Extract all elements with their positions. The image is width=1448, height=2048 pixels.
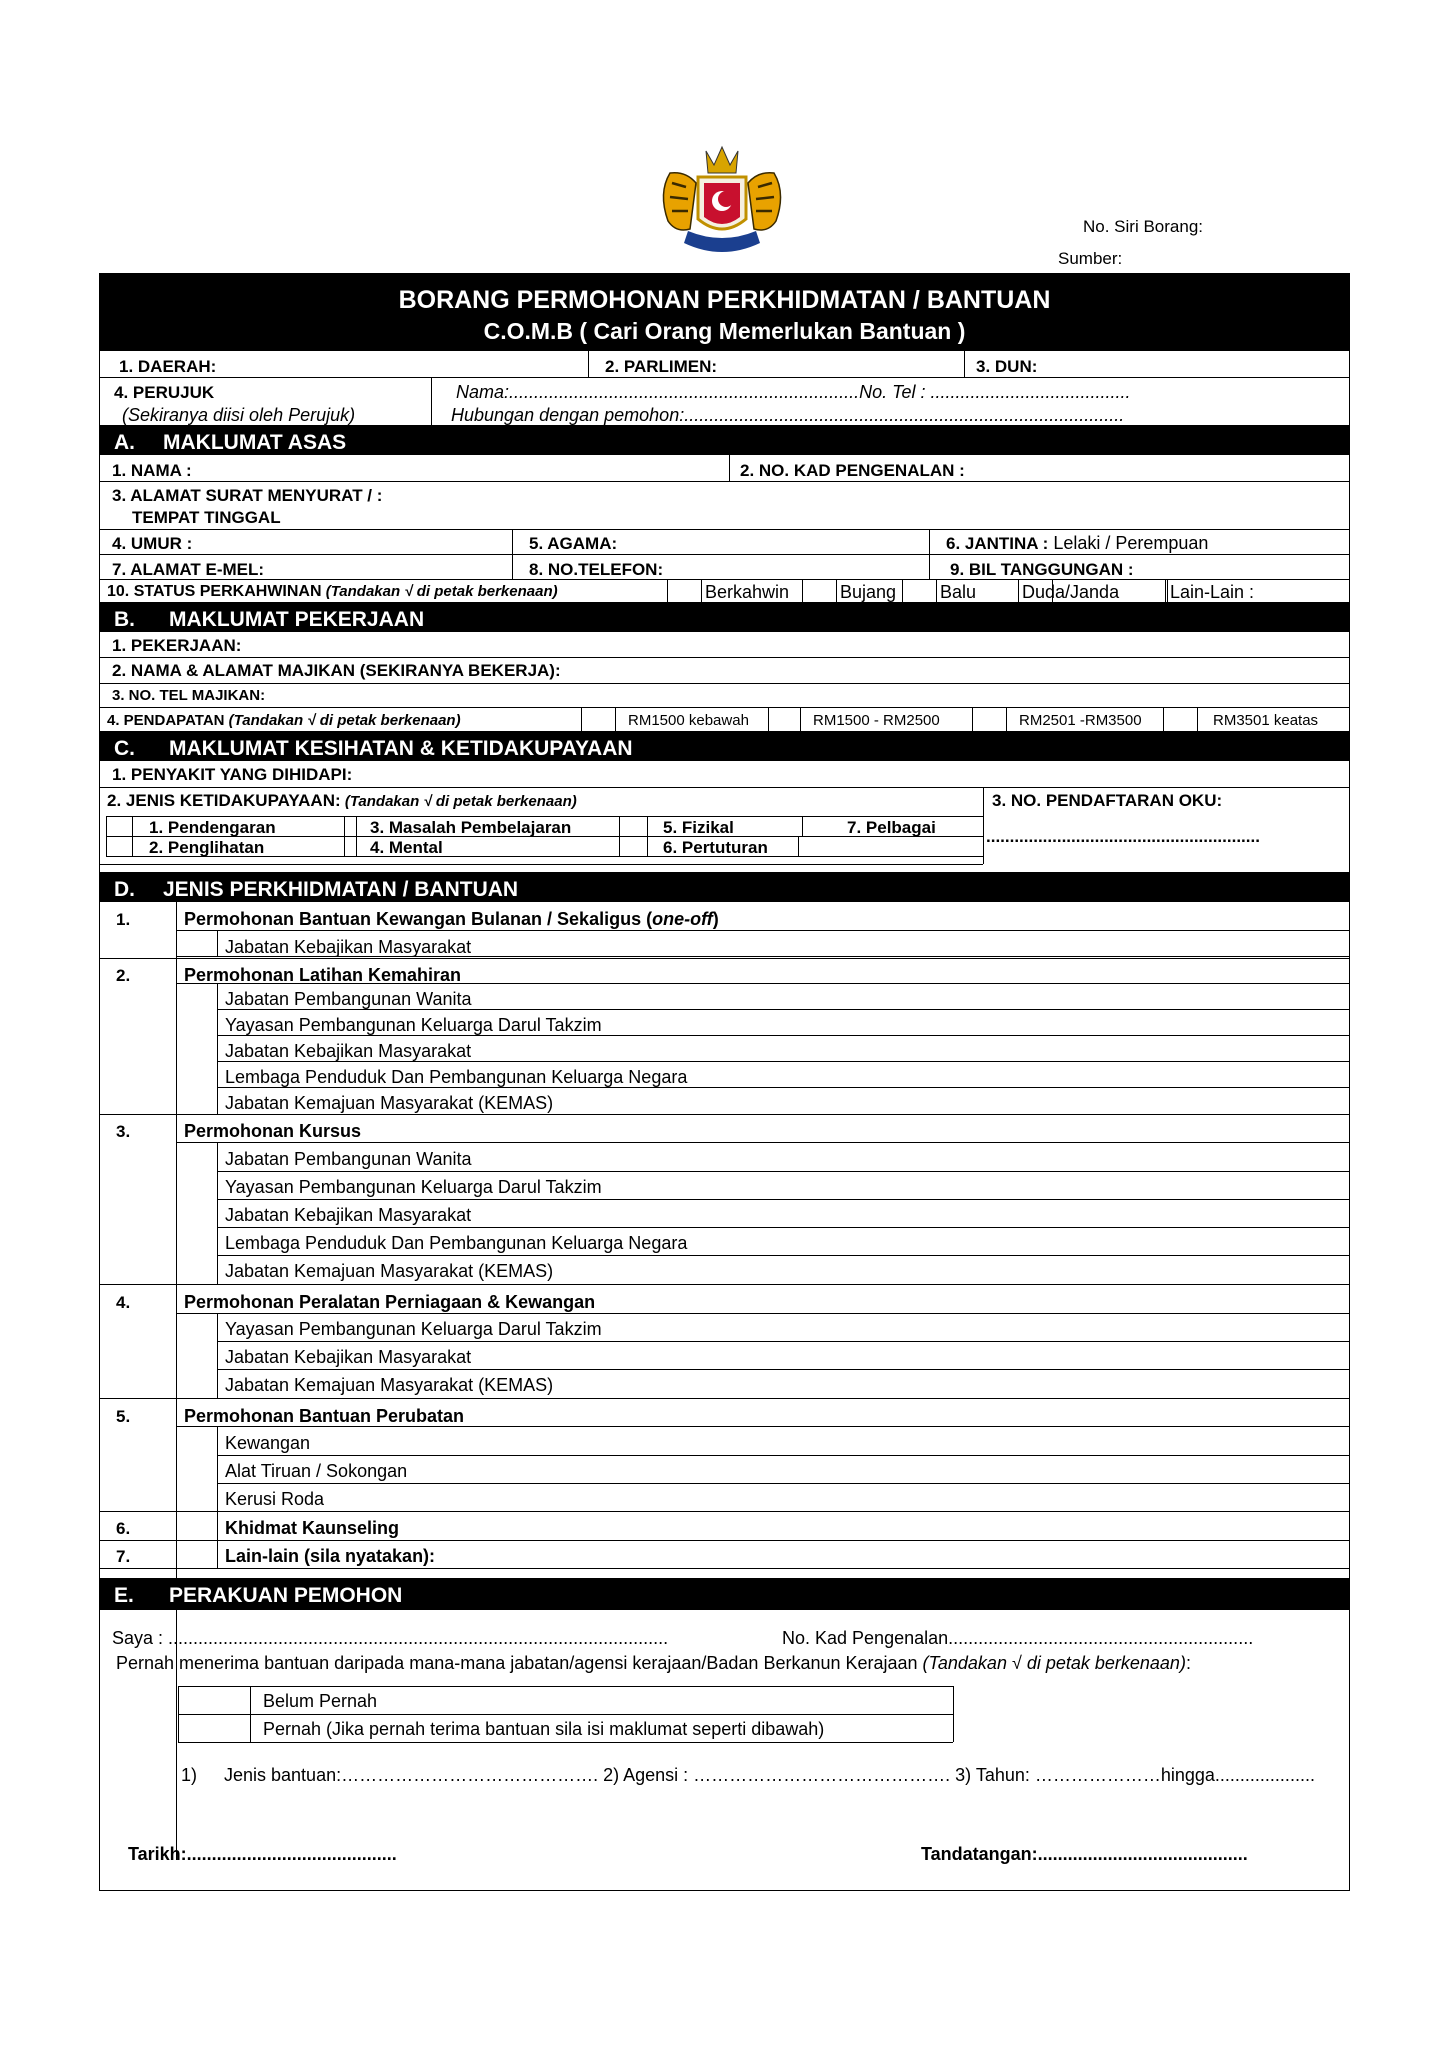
previous-aid-question: [116, 1654, 1191, 1672]
service-7-number: 7.: [116, 1547, 131, 1566]
service-4-option-1[interactable]: Yayasan Pembangunan Keluarga Darul Takzim: [225, 1319, 602, 1339]
telefon-field[interactable]: 8. NO.TELEFON:: [529, 560, 664, 579]
section-a-header: [100, 425, 1349, 455]
section-b-title: MAKLUMAT PEKERJAAN: [169, 608, 425, 631]
disability-option-pelbagai[interactable]: 7. Pelbagai: [847, 818, 936, 837]
parlimen-field[interactable]: 2. PARLIMEN:: [605, 357, 718, 376]
signature-field[interactable]: Tandatangan:..........................................: [921, 1844, 1248, 1864]
section-e-header: [100, 1578, 1349, 1610]
service-5-option-3[interactable]: Kerusi Roda: [225, 1489, 325, 1509]
income-option-3[interactable]: RM2501 -RM3500: [1019, 712, 1142, 729]
daerah-field[interactable]: 1. DAERAH:: [119, 357, 217, 376]
email-field[interactable]: 7. ALAMAT E-MEL:: [112, 560, 265, 579]
status-option-bujang[interactable]: Bujang: [840, 582, 897, 602]
form-subtitle: [100, 320, 1349, 343]
service-4-title: Permohonan Peralatan Perniagaan & Kewangan: [184, 1292, 596, 1312]
service-2-option-3[interactable]: Jabatan Kebajikan Masyarakat: [225, 1041, 472, 1061]
nama-field[interactable]: 1. NAMA :: [112, 461, 192, 480]
service-3-option-3[interactable]: Jabatan Kebajikan Masyarakat: [225, 1205, 472, 1225]
disability-option-fizikal[interactable]: 5. Fizikal: [663, 818, 734, 837]
service-1-title-italic: one-off: [652, 909, 713, 929]
marital-status-note: (Tandakan √ di petak berkenaan): [321, 583, 558, 600]
service-4-option-2[interactable]: Jabatan Kebajikan Masyarakat: [225, 1347, 472, 1367]
marital-status-label: [107, 584, 558, 600]
section-b-header: [100, 602, 1349, 632]
status-option-duda-janda[interactable]: Duda/Janda: [1022, 582, 1120, 602]
date-field[interactable]: Tarikh:..........................................: [128, 1844, 397, 1864]
declaration-ic-field[interactable]: No. Kad Pengenalan.............................................................: [782, 1628, 1254, 1648]
section-c-title: MAKLUMAT KESIHATAN & KETIDAKUPAYAAN: [169, 737, 633, 760]
umur-field[interactable]: 4. UMUR :: [112, 534, 193, 553]
previous-aid-question-colon: :: [1185, 1653, 1191, 1673]
service-3-option-5[interactable]: Jabatan Kemajuan Masyarakat (KEMAS): [225, 1261, 554, 1281]
aid-detail-fields[interactable]: Jenis bantuan:……………………………………. 2) Agensi : ……………………………………. 3) Tahun: …………………hingga....................: [224, 1765, 1315, 1785]
disability-option-penglihatan[interactable]: 2. Penglihatan: [149, 838, 265, 857]
alamat-field-line1[interactable]: 3. ALAMAT SURAT MENYURAT / :: [112, 486, 383, 505]
section-c-letter: C.: [114, 737, 135, 760]
service-3-title: Permohonan Kursus: [184, 1121, 362, 1141]
aid-detail-number: 1): [181, 1765, 198, 1785]
jantina-field[interactable]: [946, 534, 1208, 552]
disability-option-pendengaran[interactable]: 1. Pendengaran: [149, 818, 276, 837]
agama-field[interactable]: 5. AGAMA:: [529, 534, 618, 553]
disability-type-label: [107, 792, 577, 809]
service-1-option-jkm[interactable]: Jabatan Kebajikan Masyarakat: [225, 937, 472, 957]
declaration-name-field[interactable]: Saya : ....................................................................................................: [112, 1628, 669, 1648]
service-3-option-4[interactable]: Lembaga Penduduk Dan Pembangunan Keluarga Negara: [225, 1233, 688, 1253]
section-d-title: JENIS PERKHIDMATAN / BANTUAN: [163, 878, 519, 901]
service-2-number: 2.: [116, 966, 131, 985]
majikan-field[interactable]: 2. NAMA & ALAMAT MAJIKAN (SEKIRANYA BEKERJA):: [112, 661, 561, 680]
alamat-field-line2: TEMPAT TINGGAL: [132, 508, 281, 527]
jantina-options: Lelaki / Perempuan: [1048, 533, 1209, 553]
perujuk-relationship-field[interactable]: Hubungan dengan pemohon:........................................................................................: [451, 405, 1125, 425]
tel-majikan-field[interactable]: 3. NO. TEL MAJIKAN:: [112, 687, 266, 704]
source-label: Sumber:: [1058, 249, 1123, 268]
pekerjaan-field[interactable]: 1. PEKERJAAN:: [112, 636, 242, 655]
service-6-number: 6.: [116, 1519, 131, 1538]
disability-option-mental[interactable]: 4. Mental: [370, 838, 443, 857]
service-3-number: 3.: [116, 1122, 131, 1141]
disability-option-pertuturan[interactable]: 6. Pertuturan: [663, 838, 768, 857]
marital-status-title: 10. STATUS PERKAHWINAN: [107, 583, 322, 600]
service-1-title-main: Permohonan Bantuan Kewangan Bulanan / Sekaligus (: [184, 909, 653, 929]
state-crest-logo: [646, 143, 798, 259]
status-option-balu[interactable]: Balu: [940, 582, 977, 602]
ic-number-field[interactable]: 2. NO. KAD PENGENALAN :: [740, 461, 965, 480]
penyakit-field[interactable]: 1. PENYAKIT YANG DIHIDAPI:: [112, 765, 353, 784]
perujuk-note: (Sekiranya diisi oleh Perujuk): [122, 405, 356, 425]
section-c-header: [100, 731, 1349, 761]
service-2-option-2[interactable]: Yayasan Pembangunan Keluarga Darul Takzim: [225, 1015, 602, 1035]
form-title: BORANG PERMOHONAN PERKHIDMATAN / BANTUAN: [398, 286, 1051, 314]
service-3-option-2[interactable]: Yayasan Pembangunan Keluarga Darul Takzim: [225, 1177, 602, 1197]
service-5-number: 5.: [116, 1407, 131, 1426]
service-5-option-1[interactable]: Kewangan: [225, 1433, 311, 1453]
jantina-label: 6. JANTINA :: [946, 534, 1049, 553]
disability-type-note: (Tandakan √ di petak berkenaan): [340, 793, 577, 810]
disability-type-title: 2. JENIS KETIDAKUPAYAAN:: [107, 791, 341, 810]
previous-aid-question-main: Pernah menerima bantuan daripada mana-mana jabatan/agensi kerajaan/Badan Berkanun Kerajaan: [116, 1653, 923, 1673]
service-1-title: [184, 910, 719, 928]
serial-number-label: No. Siri Borang:: [1083, 217, 1203, 236]
oku-number-dots: ..........................................................: [986, 827, 1260, 846]
section-d-header: [100, 872, 1349, 902]
dun-field[interactable]: 3. DUN:: [976, 357, 1038, 376]
service-7-option-lain-lain[interactable]: Lain-lain (sila nyatakan):: [225, 1546, 436, 1566]
service-6-option-kaunseling[interactable]: Khidmat Kaunseling: [225, 1518, 400, 1538]
section-b-letter: B.: [114, 608, 135, 631]
section-e-letter: E.: [114, 1584, 134, 1607]
service-1-number: 1.: [116, 910, 131, 929]
income-label: [107, 713, 461, 728]
section-a-letter: A.: [114, 431, 135, 454]
service-4-option-3[interactable]: Jabatan Kemajuan Masyarakat (KEMAS): [225, 1375, 554, 1395]
form-subtitle-expansion: ( Cari Orang Memerlukan Bantuan ): [573, 318, 966, 344]
form-title-bar: [100, 274, 1349, 351]
application-form: [99, 273, 1350, 1891]
service-2-option-4[interactable]: Lembaga Penduduk Dan Pembangunan Keluarga Negara: [225, 1067, 688, 1087]
previous-aid-option-belum[interactable]: Belum Pernah: [263, 1691, 378, 1711]
income-option-4[interactable]: RM3501 keatas: [1213, 712, 1319, 729]
oku-number-label[interactable]: 3. NO. PENDAFTARAN OKU:: [992, 791, 1223, 810]
tanggungan-field[interactable]: 9. BIL TANGGUNGAN :: [950, 560, 1134, 579]
perujuk-label: 4. PERUJUK: [114, 383, 215, 402]
service-2-option-5[interactable]: Jabatan Kemajuan Masyarakat (KEMAS): [225, 1093, 554, 1113]
section-d-letter: D.: [114, 878, 135, 901]
service-5-title: Permohonan Bantuan Perubatan: [184, 1406, 465, 1426]
income-option-1[interactable]: RM1500 kebawah: [628, 712, 749, 729]
service-3-option-1[interactable]: Jabatan Pembangunan Wanita: [225, 1149, 472, 1169]
service-2-option-1[interactable]: Jabatan Pembangunan Wanita: [225, 989, 472, 1009]
income-title: 4. PENDAPATAN: [107, 712, 225, 729]
perujuk-name-phone-field[interactable]: Nama:......................................................................No. Tel : ........................................: [456, 382, 1131, 402]
service-1-title-close: ): [712, 909, 719, 929]
section-e-title: PERAKUAN PEMOHON: [169, 1584, 403, 1607]
section-a-title: MAKLUMAT ASAS: [163, 431, 347, 454]
status-option-lain-lain[interactable]: Lain-Lain :: [1170, 582, 1255, 602]
service-4-number: 4.: [116, 1293, 131, 1312]
previous-aid-option-pernah[interactable]: Pernah (Jika pernah terima bantuan sila isi maklumat seperti dibawah): [263, 1719, 825, 1739]
form-subtitle-acronym: C.O.M.B: [483, 318, 574, 344]
status-option-berkahwin[interactable]: Berkahwin: [705, 582, 790, 602]
income-option-2[interactable]: RM1500 - RM2500: [813, 712, 940, 729]
disability-option-pembelajaran[interactable]: 3. Masalah Pembelajaran: [370, 818, 572, 837]
income-note: (Tandakan √ di petak berkenaan): [224, 712, 461, 729]
service-5-option-2[interactable]: Alat Tiruan / Sokongan: [225, 1461, 408, 1481]
previous-aid-question-note: (Tandakan √ di petak berkenaan): [922, 1653, 1186, 1673]
service-2-title: Permohonan Latihan Kemahiran: [184, 965, 462, 985]
